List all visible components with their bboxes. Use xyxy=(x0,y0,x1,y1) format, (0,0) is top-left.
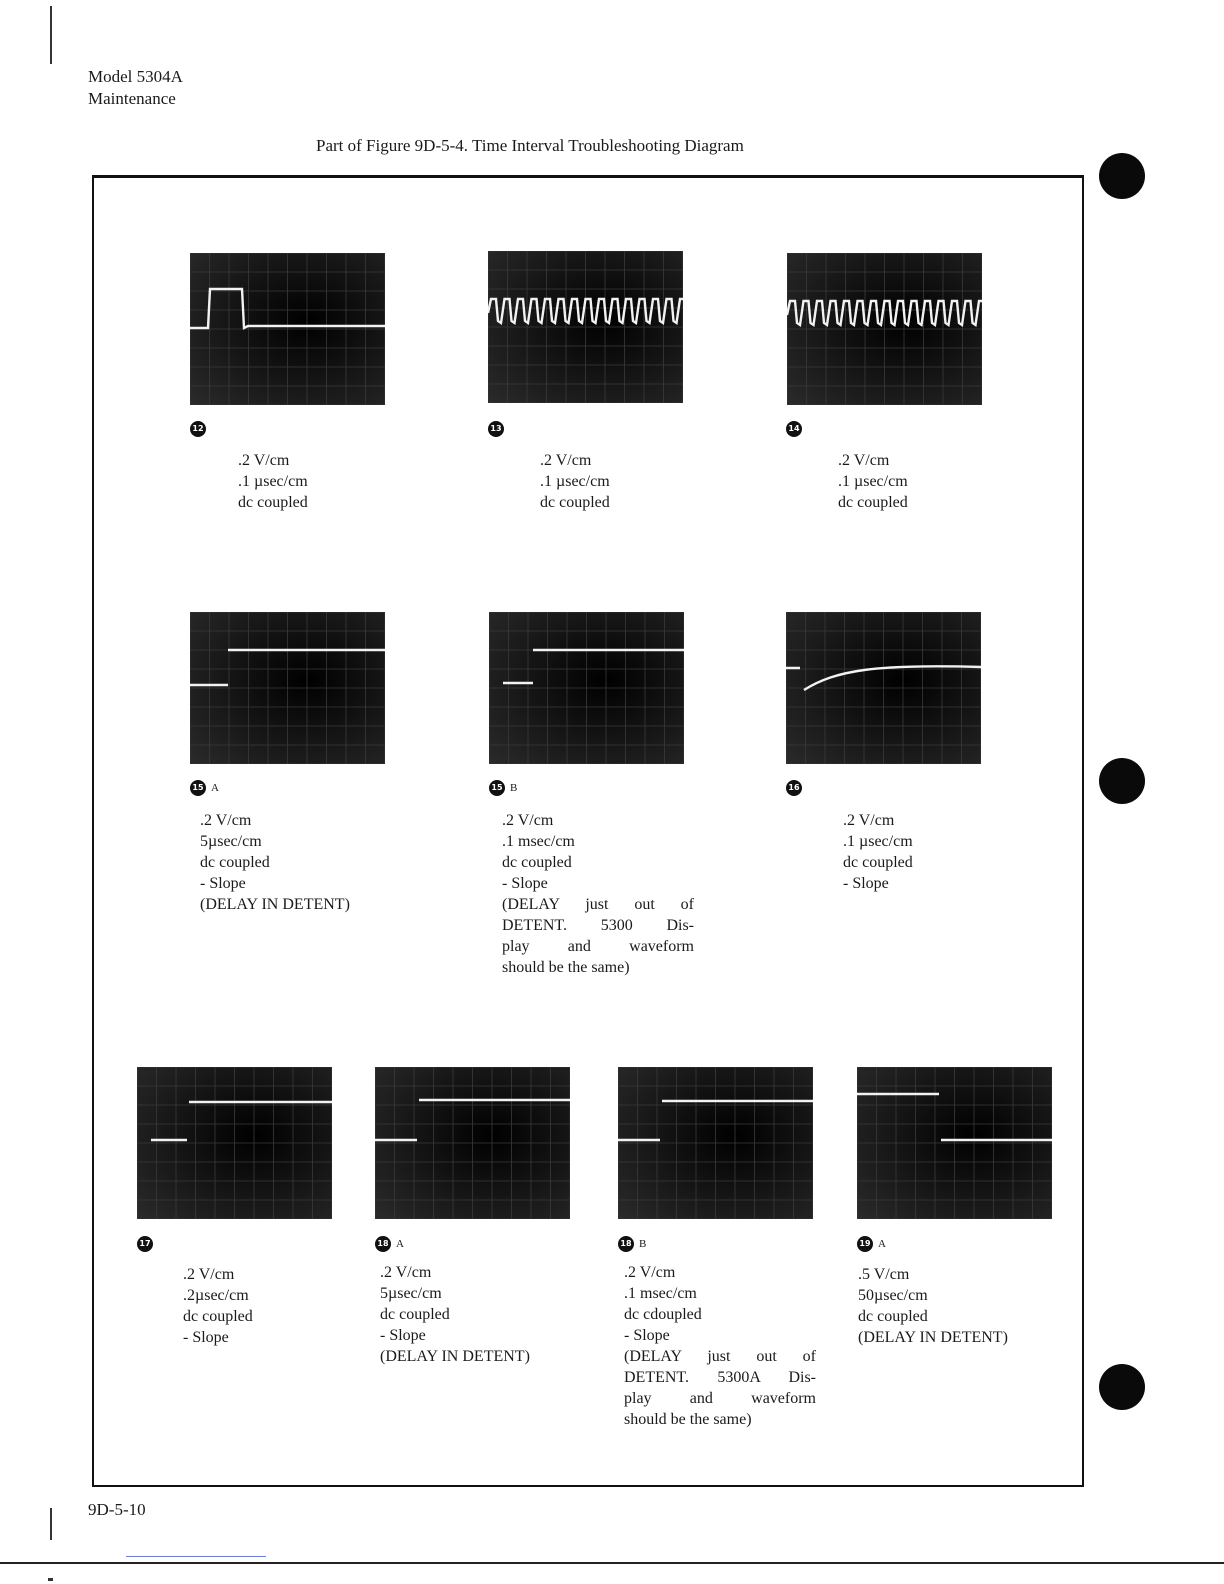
callout-suffix: A xyxy=(878,1238,886,1250)
caption-line: 50µsec/cm xyxy=(858,1287,928,1304)
oscilloscope-photo xyxy=(190,253,385,405)
caption-line: .2 V/cm xyxy=(183,1266,235,1283)
caption-line: .1 µsec/cm xyxy=(238,473,308,490)
model-label: Model 5304A xyxy=(88,67,183,86)
caption-line: - Slope xyxy=(380,1327,426,1344)
caption-line: play and waveform xyxy=(502,938,694,955)
callout-number-icon: 13 xyxy=(488,421,504,437)
callout-number-icon: 19 xyxy=(857,1236,873,1252)
caption-line: DETENT. 5300 Dis- xyxy=(502,917,694,934)
caption-line: .2 V/cm xyxy=(624,1264,676,1281)
oscilloscope-photo xyxy=(375,1067,570,1219)
waveform-caption xyxy=(540,450,610,513)
callout-number-icon: 18 xyxy=(375,1236,391,1252)
caption-line: .2 V/cm xyxy=(843,812,895,829)
caption-line: .2 V/cm xyxy=(200,812,252,829)
caption-line: (DELAY just out of xyxy=(624,1348,816,1365)
caption-line: .1 µsec/cm xyxy=(540,473,610,490)
section-label: Maintenance xyxy=(88,89,176,108)
caption-line: - Slope xyxy=(624,1327,670,1344)
caption-line: .2 V/cm xyxy=(238,452,290,469)
caption-line: (DELAY IN DETENT) xyxy=(858,1329,1008,1346)
caption-line: play and waveform xyxy=(624,1390,816,1407)
caption-line: dc coupled xyxy=(858,1308,928,1325)
caption-line: dc coupled xyxy=(502,854,572,871)
callout-number-icon: 15 xyxy=(489,780,505,796)
callout-suffix: A xyxy=(211,782,219,794)
caption-line: should be the same) xyxy=(624,1411,752,1428)
caption-line: - Slope xyxy=(502,875,548,892)
oscilloscope-photo xyxy=(787,253,982,405)
waveform-caption xyxy=(838,450,908,513)
caption-line: .5 V/cm xyxy=(858,1266,910,1283)
binder-hole-top xyxy=(1099,153,1145,199)
callout-suffix: B xyxy=(510,782,518,794)
caption-line: .2 V/cm xyxy=(502,812,554,829)
caption-line: 5µsec/cm xyxy=(380,1285,442,1302)
oscilloscope-photo xyxy=(857,1067,1052,1219)
waveform-caption xyxy=(380,1262,530,1367)
oscilloscope-photo xyxy=(137,1067,332,1219)
waveform-caption xyxy=(624,1262,816,1430)
caption-line: .2 V/cm xyxy=(380,1264,432,1281)
callout-suffix: A xyxy=(396,1238,404,1250)
caption-line: .1 µsec/cm xyxy=(838,473,908,490)
caption-line: dc cdoupled xyxy=(624,1306,702,1323)
binder-hole-bottom xyxy=(1099,1364,1145,1410)
caption-line: dc coupled xyxy=(200,854,270,871)
caption-line: - Slope xyxy=(843,875,889,892)
oscilloscope-photo xyxy=(488,251,683,403)
oscilloscope-photo xyxy=(190,612,385,764)
callout-suffix: B xyxy=(639,1238,647,1250)
caption-line: .1 msec/cm xyxy=(624,1285,697,1302)
waveform-caption xyxy=(183,1264,253,1348)
caption-line: dc coupled xyxy=(540,494,610,511)
binder-hole-middle xyxy=(1099,758,1145,804)
callout-number-icon: 15 xyxy=(190,780,206,796)
caption-line: should be the same) xyxy=(502,959,630,976)
footer-rule xyxy=(0,1562,1224,1564)
callout-number-icon: 12 xyxy=(190,421,206,437)
page-number: 9D-5-10 xyxy=(88,1500,146,1519)
caption-line: (DELAY IN DETENT) xyxy=(380,1348,530,1365)
caption-line: .2 V/cm xyxy=(838,452,890,469)
callout-number-icon: 16 xyxy=(786,780,802,796)
caption-line: .2 V/cm xyxy=(540,452,592,469)
waveform-caption xyxy=(200,810,350,915)
caption-line: dc coupled xyxy=(183,1308,253,1325)
caption-line: dc coupled xyxy=(838,494,908,511)
caption-line: - Slope xyxy=(183,1329,229,1346)
callout-number-icon: 17 xyxy=(137,1236,153,1252)
caption-line: dc coupled xyxy=(843,854,913,871)
oscilloscope-photo xyxy=(618,1067,813,1219)
figure-title: Part of Figure 9D-5-4. Time Interval Troubleshooting Diagram xyxy=(316,136,744,155)
caption-line: (DELAY IN DETENT) xyxy=(200,896,350,913)
caption-line: 5µsec/cm xyxy=(200,833,262,850)
caption-line: - Slope xyxy=(200,875,246,892)
footer-rule-blue xyxy=(126,1556,266,1557)
callout-number-icon: 14 xyxy=(786,421,802,437)
page-header xyxy=(88,66,183,110)
waveform-caption xyxy=(843,810,913,894)
caption-line: .1 msec/cm xyxy=(502,833,575,850)
callout-number-icon: 18 xyxy=(618,1236,634,1252)
caption-line: .2µsec/cm xyxy=(183,1287,249,1304)
oscilloscope-photo xyxy=(489,612,684,764)
caption-line: .1 µsec/cm xyxy=(843,833,913,850)
oscilloscope-photo xyxy=(786,612,981,764)
caption-line: dc coupled xyxy=(380,1306,450,1323)
caption-line: dc coupled xyxy=(238,494,308,511)
caption-line: (DELAY just out of xyxy=(502,896,694,913)
waveform-caption xyxy=(238,450,308,513)
waveform-caption xyxy=(502,810,694,978)
caption-line: DETENT. 5300A Dis- xyxy=(624,1369,816,1386)
waveform-caption xyxy=(858,1264,1008,1348)
